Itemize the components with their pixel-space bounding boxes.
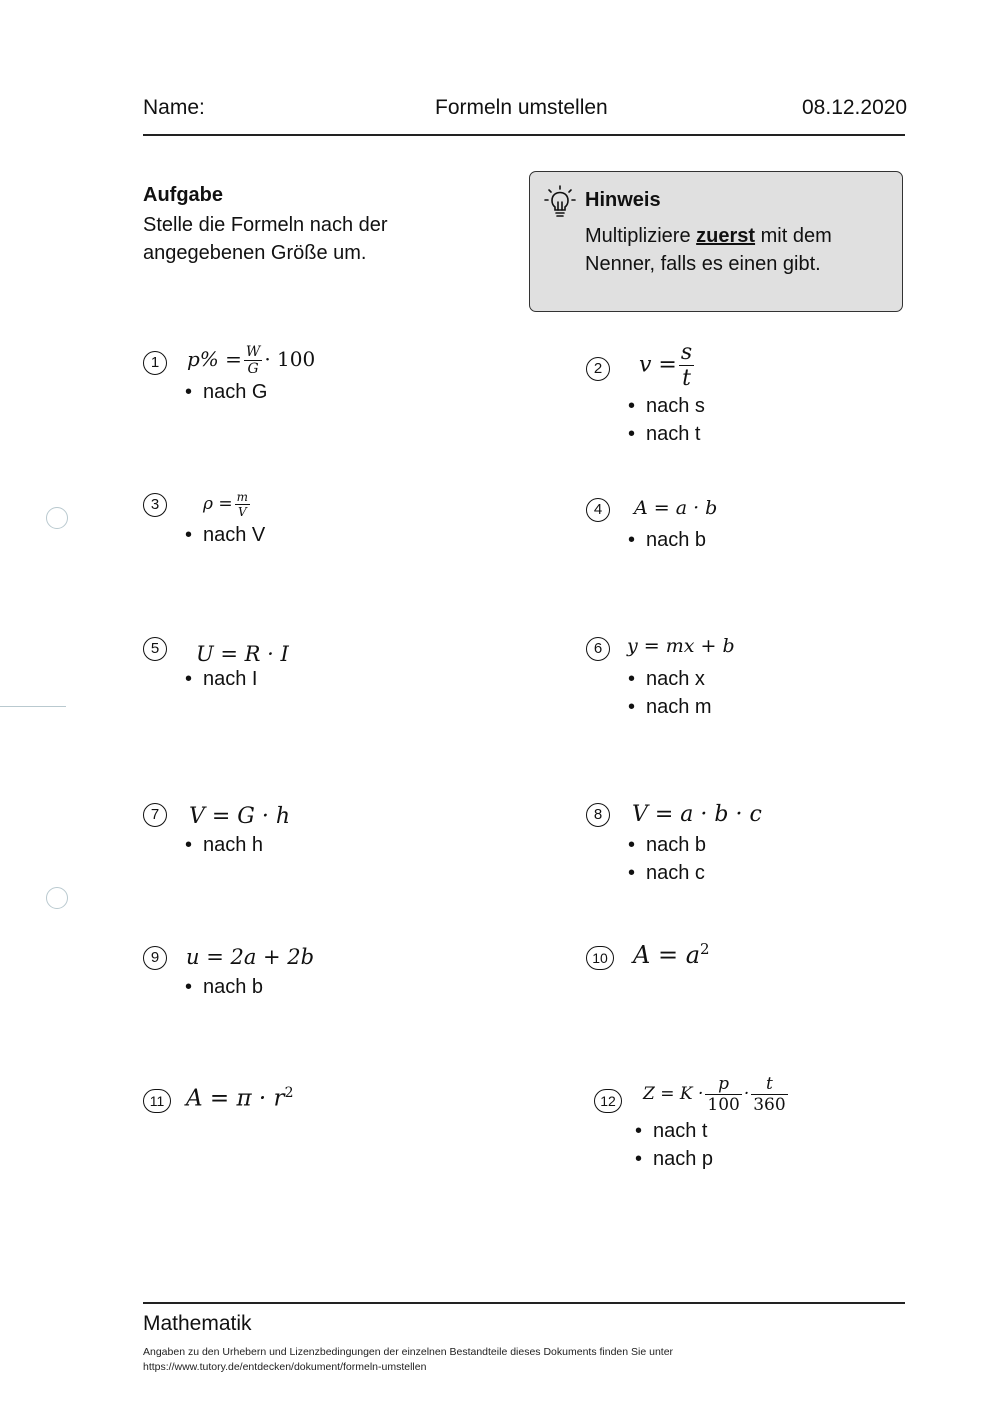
formula: A = a · b [634, 497, 718, 519]
item-list [185, 665, 257, 693]
license-text: Angaben zu den Urhebern und Lizenzbedingungen der einzelnen Bestandteile dieses Dokuments finden Sie unter [143, 1346, 674, 1358]
exercise-number: 8 [586, 803, 610, 827]
exercise-number: 12 [594, 1089, 622, 1113]
formula: ρ = $\frac{m}{V}$ [203, 490, 249, 519]
date: 08.12.2020 [802, 96, 908, 119]
item-list [628, 526, 706, 554]
hint-heading: Hinweis [585, 189, 661, 211]
formula: V = a · b · c [632, 802, 762, 827]
exercise-number: 10 [586, 946, 614, 970]
formula: Z = K · $\frac{p}{100}$ · $\frac{t}{360}$ [643, 1074, 786, 1115]
list-item: • nach h [185, 831, 263, 859]
formula: U = R · I [196, 642, 289, 666]
license-link: https://www.tutory.de/entdecken/dokument/formeln-umstellen [143, 1361, 427, 1373]
formula: v = $\frac{s}{t}$ [639, 340, 693, 391]
exercise-number: 2 [586, 357, 610, 381]
formula: u = 2a + 2b [186, 945, 315, 969]
list-item: • nach t [635, 1117, 713, 1145]
item-list [635, 1117, 713, 1173]
list-item: • nach V [185, 521, 265, 549]
lightbulb-icon [544, 185, 576, 219]
hint-emphasis: zuerst [696, 225, 756, 247]
list-item: • nach p [635, 1145, 713, 1173]
formula: p% = $\frac{W}{G}$ · 100 [187, 344, 316, 377]
exercise-number: 11 [143, 1089, 171, 1113]
footer-rule [143, 1302, 905, 1304]
list-item: • nach G [185, 378, 267, 406]
subject: Mathematik [143, 1312, 252, 1335]
fold-mark [0, 706, 66, 707]
item-list [185, 521, 265, 549]
task-heading: Aufgabe [143, 184, 223, 206]
item-list [628, 831, 706, 887]
list-item: • nach s [628, 392, 705, 420]
exercise-number: 6 [586, 637, 610, 661]
formula: y = mx + b [627, 635, 735, 657]
list-item: • nach t [628, 420, 705, 448]
list-item: • nach c [628, 859, 706, 887]
list-item: • nach x [628, 665, 712, 693]
item-list [628, 392, 705, 448]
item-list [185, 378, 267, 406]
hint-text: Multipliziere zuerst mit dem Nenner, falls es einen gibt. [585, 225, 832, 275]
header-rule [143, 134, 905, 136]
name-label: Name: [143, 96, 205, 119]
exercise-number: 7 [143, 803, 167, 827]
punch-hole-mark [46, 507, 68, 529]
list-item: • nach I [185, 665, 257, 693]
hint-box [529, 171, 903, 312]
formula: $A = \pi \cdot r^2$ [186, 1085, 294, 1112]
item-list [185, 831, 263, 859]
item-list [185, 973, 263, 1001]
punch-hole-mark [46, 887, 68, 909]
exercise-number: 1 [143, 351, 167, 375]
list-item: • nach m [628, 693, 712, 721]
list-item: • nach b [185, 973, 263, 1001]
exercise-number: 4 [586, 498, 610, 522]
exercise-number: 3 [143, 493, 167, 517]
page-title: Formeln umstellen [435, 96, 608, 119]
list-item: • nach b [628, 831, 706, 859]
license-note [143, 1345, 673, 1375]
task-text: Stelle die Formeln nach der angegebenen Größe um. [143, 214, 388, 264]
exercise-number: 9 [143, 946, 167, 970]
formula: V = G · h [189, 804, 291, 829]
item-list [628, 665, 712, 721]
formula: $A = a^2$ [633, 940, 710, 969]
list-item: • nach b [628, 526, 706, 554]
exercise-number: 5 [143, 637, 167, 661]
